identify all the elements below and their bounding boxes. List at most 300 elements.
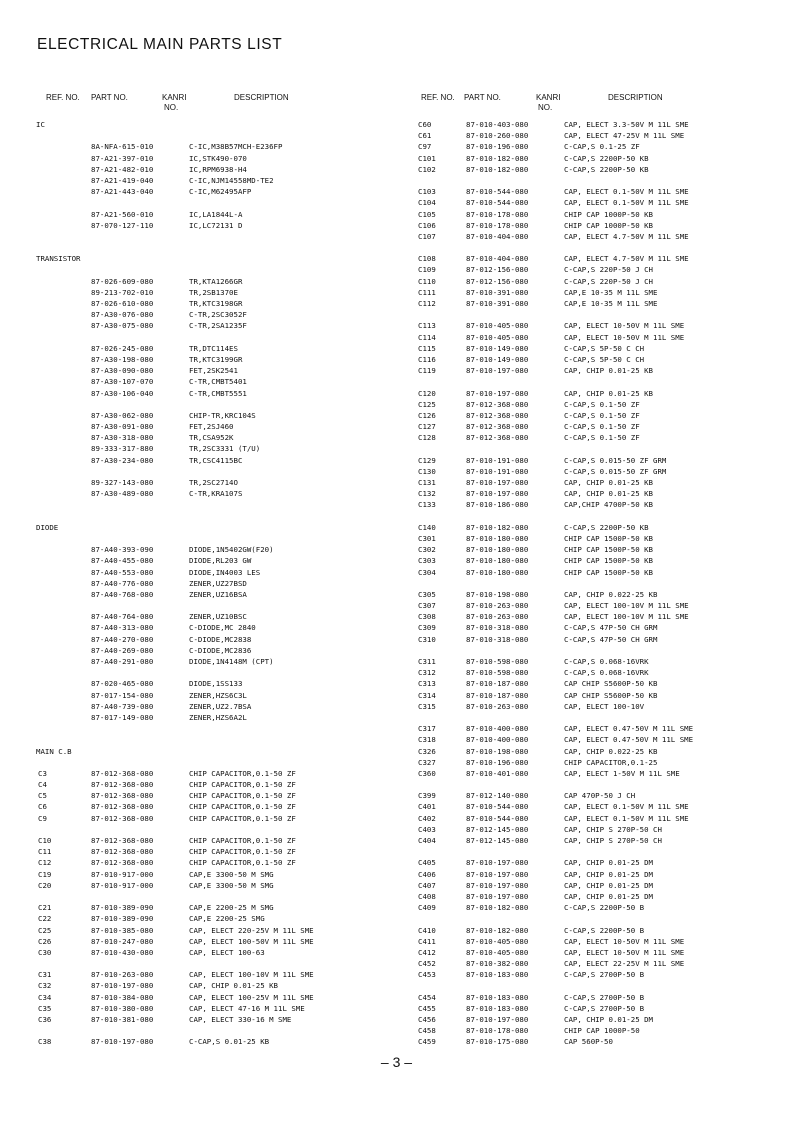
part-no: 87-A40-455-080	[91, 556, 154, 566]
table-row	[416, 746, 793, 757]
table-row	[36, 175, 416, 186]
part-no: 87-A30-076-080	[91, 310, 154, 320]
description: CAP, ELECT 47-16 M 11L SME	[189, 1003, 305, 1013]
description: CAP, ELECT 0.47-50V M 11L SME	[564, 724, 694, 734]
ref-no: C106	[418, 220, 436, 230]
row-spacer	[416, 779, 793, 790]
part-no: 87-010-263-080	[91, 970, 154, 980]
part-no: 87-010-263-080	[466, 612, 529, 622]
table-row	[416, 264, 793, 275]
ref-no: C104	[418, 198, 436, 208]
description: CAP, ELECT 47-25V M 11L SME	[564, 131, 685, 141]
row-spacer	[36, 466, 416, 477]
header-part-no: PART NO.	[464, 93, 501, 102]
description: IC,LA1844L-A	[189, 209, 243, 219]
table-row	[416, 869, 793, 880]
ref-no: C30	[38, 947, 52, 957]
description: C-CAP,S 2700P-50 B	[564, 992, 645, 1002]
description: CAP CHIP S5600P-50 KB	[564, 679, 658, 689]
part-no: 87-012-368-080	[91, 813, 154, 823]
description: CHIP CAPACITOR,0.1-50 ZF	[189, 780, 296, 790]
ref-no: C454	[418, 992, 436, 1002]
part-no: 87-A40-776-080	[91, 578, 154, 588]
description: CAP, CHIP 0.01-25 KB	[564, 478, 653, 487]
part-no: 87-010-196-080	[466, 757, 529, 767]
row-spacer	[36, 264, 416, 275]
table-row	[36, 880, 416, 891]
ref-no: C107	[418, 231, 436, 241]
part-no: 87-010-260-080	[466, 131, 529, 141]
table-row	[36, 354, 416, 365]
table-row	[416, 522, 793, 533]
table-row	[416, 186, 793, 197]
description: CAP, ELECT 100-50V M 11L SME	[189, 936, 314, 946]
ref-no: C113	[418, 321, 436, 331]
table-row	[36, 220, 416, 231]
table-row	[36, 287, 416, 298]
part-no: 87-026-609-080	[91, 276, 154, 286]
description: FET,2SJ460	[189, 422, 234, 432]
part-no: 87-010-180-080	[466, 545, 529, 555]
ref-no: C317	[418, 724, 436, 734]
right-rows	[416, 119, 793, 1048]
row-spacer	[36, 533, 416, 544]
table-row	[36, 947, 416, 958]
table-row	[416, 164, 793, 175]
ref-no: C5	[38, 791, 47, 801]
ref-no: C114	[418, 332, 436, 342]
table-row	[416, 813, 793, 824]
part-no: 87-010-381-080	[91, 1015, 154, 1024]
part-no: 87-012-145-080	[466, 836, 529, 845]
table-row	[416, 544, 793, 555]
part-no: 87-A21-419-040	[91, 175, 154, 185]
description: C-CAP,S 2200P-50 B	[564, 925, 645, 935]
description: C-IC,M38B57MCH-E236FP	[189, 142, 283, 152]
ref-no: C402	[418, 813, 436, 823]
ref-no: C36	[38, 1015, 52, 1024]
ref-no: C404	[418, 836, 436, 845]
description: CHIP CAPACITOR,0.1-50 ZF	[189, 858, 296, 868]
description: CHIP CAPACITOR,0.1-50 ZF	[189, 802, 296, 812]
ref-no: C327	[418, 757, 436, 767]
row-spacer	[416, 712, 793, 723]
description: CHIP CAP 1500P-50 KB	[564, 567, 653, 577]
part-no: 87-012-145-080	[466, 824, 529, 834]
description: CAP, ELECT 100-10V M 11L SME	[564, 601, 689, 611]
part-no: 87-010-183-080	[466, 1003, 529, 1013]
part-no: 87-010-187-080	[466, 690, 529, 700]
table-row	[416, 835, 793, 846]
ref-no: C101	[418, 153, 436, 163]
ref-no: C452	[418, 959, 436, 969]
ref-no: C458	[418, 1026, 436, 1036]
table-row	[36, 925, 416, 936]
part-no: 87-010-197-080	[466, 858, 529, 868]
description: CHIP CAPACITOR,0.1-50 ZF	[189, 768, 296, 778]
description: TR,2SC3331 (T/U)	[189, 444, 261, 454]
part-no: 87-010-191-080	[466, 466, 529, 476]
ref-no: C110	[418, 276, 436, 286]
row-spacer	[416, 175, 793, 186]
part-no: 87-A40-313-080	[91, 623, 154, 633]
part-no: 87-A30-489-080	[91, 489, 154, 499]
table-row	[36, 432, 416, 443]
part-no: 87-010-180-080	[466, 567, 529, 577]
table-row	[416, 947, 793, 958]
row-spacer	[36, 499, 416, 510]
table-row	[416, 734, 793, 745]
description: ZENER,HZS6C3L	[189, 690, 247, 700]
description: C-CAP,S 0.1-50 ZF	[564, 399, 640, 409]
description: ZENER,UZ27BSD	[189, 578, 247, 588]
table-row	[416, 499, 793, 510]
part-no: 87-010-180-080	[466, 556, 529, 566]
ref-no: C97	[418, 142, 432, 152]
ref-no: C131	[418, 478, 436, 487]
table-row	[36, 790, 416, 801]
part-no: 87-010-430-080	[91, 947, 154, 957]
part-no: 87-A30-091-080	[91, 422, 154, 432]
table-row	[36, 690, 416, 701]
description: CAP,E 3300-50 M SMG	[189, 869, 274, 879]
table-row	[36, 309, 416, 320]
table-row	[416, 567, 793, 578]
part-no: 87-010-263-080	[466, 701, 529, 711]
description: CAP,E 10-35 M 11L SME	[564, 299, 658, 308]
description: CAP, ELECT 10-50V M 11L SME	[564, 321, 685, 331]
description: CHIP-TR,KRC104S	[189, 410, 256, 420]
part-no: 87-A40-270-080	[91, 634, 154, 644]
part-no: 87-010-191-080	[466, 455, 529, 465]
description: C-CAP,S 0.1-50 ZF	[564, 422, 640, 432]
header-kanri-no: NO.	[538, 103, 553, 112]
part-no: 87-A21-397-010	[91, 153, 154, 163]
table-row	[36, 388, 416, 399]
table-row	[416, 1014, 793, 1025]
part-no: 87-010-405-080	[466, 947, 529, 957]
description: CHIP CAP 1000P-50 KB	[564, 220, 653, 230]
table-row	[36, 209, 416, 220]
description: C-CAP,S 0.015-50 ZF GRM	[564, 466, 667, 476]
part-no: 87-010-318-080	[466, 634, 529, 644]
table-row	[416, 220, 793, 231]
description: TR,KTA1266GR	[189, 276, 243, 286]
ref-no: C305	[418, 589, 436, 599]
ref-no: C310	[418, 634, 436, 644]
description: CAP, ELECT 22-25V M 11L SME	[564, 959, 685, 969]
table-row	[416, 555, 793, 566]
ref-no: C360	[418, 768, 436, 778]
row-spacer	[416, 443, 793, 454]
column-header	[416, 93, 793, 119]
table-row	[36, 678, 416, 689]
ref-no: C412	[418, 947, 436, 957]
part-no: 87-010-197-080	[91, 1037, 154, 1047]
ref-no: C111	[418, 287, 436, 297]
table-row	[36, 779, 416, 790]
ref-no: C103	[418, 187, 436, 197]
description: C-TR,2SA1235F	[189, 321, 247, 331]
table-row	[416, 141, 793, 152]
ref-no: C19	[38, 869, 52, 879]
ref-no: C128	[418, 433, 436, 443]
ref-no: C406	[418, 869, 436, 879]
table-row	[36, 992, 416, 1003]
description: CAP,E 2200-25 M SMG	[189, 903, 274, 913]
description: CAP, CHIP 0.01-25 KB	[189, 981, 278, 991]
table-row	[416, 589, 793, 600]
row-spacer	[36, 332, 416, 343]
row-spacer	[416, 846, 793, 857]
description: FET,2SK2541	[189, 366, 238, 376]
table-row	[416, 600, 793, 611]
description: C-CAP,S 0.1-50 ZF	[564, 433, 640, 443]
description: C-CAP,S 47P-50 CH GRM	[564, 623, 658, 633]
page-number: – 3 –	[380, 1054, 413, 1070]
table-row	[36, 276, 416, 287]
table-row	[36, 1036, 416, 1047]
description: C-CAP,S 2700P-50 B	[564, 1003, 645, 1013]
part-no: 89-213-702-010	[91, 287, 154, 297]
description: C-CAP,S 2200P-50 B	[564, 903, 645, 913]
description: C-DIODE,MC2838	[189, 634, 252, 644]
row-spacer	[36, 757, 416, 768]
description: CAP, ELECT 220-25V M 11L SME	[189, 925, 314, 935]
row-spacer	[36, 667, 416, 678]
ref-no: C399	[418, 791, 436, 801]
description: DIODE,1N5402GW(F20)	[189, 545, 274, 555]
row-spacer	[36, 1025, 416, 1036]
description: C-CAP,S 2200P-50 KB	[564, 522, 649, 532]
table-row	[416, 958, 793, 969]
table-row	[416, 992, 793, 1003]
table-row	[36, 1014, 416, 1025]
description: C-CAP,S 5P-50 C CH	[564, 354, 645, 364]
description: C-CAP,S 0.1-50 ZF	[564, 410, 640, 420]
header-kanri	[162, 93, 186, 113]
table-row	[416, 701, 793, 712]
ref-no: C26	[38, 936, 52, 946]
ref-no: C115	[418, 343, 436, 353]
ref-no: C304	[418, 567, 436, 577]
description: CAP, CHIP 0.01-25 DM	[564, 880, 653, 890]
part-no: 87-010-544-080	[466, 198, 529, 208]
part-no: 87-A21-482-010	[91, 164, 154, 174]
table-row	[36, 343, 416, 354]
part-no: 87-A40-764-080	[91, 612, 154, 622]
table-row	[416, 667, 793, 678]
part-no: 87-A30-106-040	[91, 388, 154, 398]
description: C-TR,CMBT5401	[189, 377, 247, 387]
table-row	[416, 768, 793, 779]
table-row	[416, 902, 793, 913]
description: TR,DTC114ES	[189, 343, 238, 353]
part-no: 87-026-610-080	[91, 299, 154, 308]
part-no: 87-010-198-080	[466, 589, 529, 599]
description: TR,CSC4115BC	[189, 455, 243, 465]
table-row	[416, 936, 793, 947]
description: CHIP CAPACITOR,0.1-50 ZF	[189, 847, 296, 857]
part-no: 87-012-368-080	[91, 858, 154, 868]
row-spacer	[416, 578, 793, 589]
part-no: 87-010-178-080	[466, 1026, 529, 1036]
ref-no: C20	[38, 880, 52, 890]
table-row	[416, 925, 793, 936]
ref-no: C130	[418, 466, 436, 476]
description: CAP, ELECT 10-50V M 11L SME	[564, 947, 685, 957]
part-no: 87-010-197-080	[466, 366, 529, 376]
part-no: 87-012-368-080	[466, 433, 529, 443]
ref-no: C35	[38, 1003, 52, 1013]
part-no: 87-010-198-080	[466, 746, 529, 756]
row-spacer	[36, 600, 416, 611]
ref-no: C31	[38, 970, 52, 980]
table-row	[416, 343, 793, 354]
table-row	[416, 421, 793, 432]
part-no: 87-010-403-080	[466, 120, 529, 129]
part-no: 87-A40-768-080	[91, 589, 154, 599]
part-no: 87-010-182-080	[466, 925, 529, 935]
ref-no: C61	[418, 131, 432, 141]
description: DIODE,IN4003 LES	[189, 567, 261, 577]
ref-no: C12	[38, 858, 52, 868]
part-no: 87-010-182-080	[466, 522, 529, 532]
part-no: 87-A30-318-080	[91, 433, 154, 443]
table-row	[416, 410, 793, 421]
table-row	[36, 835, 416, 846]
description: CAP, CHIP 0.01-25 KB	[564, 388, 653, 398]
header-kanri-label: KANRI	[162, 93, 187, 102]
ref-no: C60	[418, 120, 432, 129]
ref-no: C455	[418, 1003, 436, 1013]
header-description: DESCRIPTION	[234, 93, 289, 102]
description: CAP, ELECT 0.1-50V M 11L SME	[564, 813, 689, 823]
part-no: 87-010-182-080	[466, 903, 529, 913]
part-no: 87-010-384-080	[91, 992, 154, 1002]
section-heading: DIODE	[36, 522, 59, 532]
header-kanri-label: KANRI	[536, 93, 561, 102]
ref-no: C25	[38, 925, 52, 935]
part-no: 87-A40-739-080	[91, 701, 154, 711]
table-row	[36, 421, 416, 432]
table-row	[416, 723, 793, 734]
section-heading: TRANSISTOR	[36, 254, 81, 264]
description: C-CAP,S 2700P-50 B	[564, 970, 645, 980]
part-no: 87-017-149-080	[91, 712, 154, 722]
description: DIODE,1N4148M (CPT)	[189, 657, 274, 666]
part-no: 87-010-405-080	[466, 936, 529, 946]
part-no: 87-012-368-080	[91, 836, 154, 845]
ref-no: C409	[418, 903, 436, 913]
description: CAP,CHIP 4700P-50 KB	[564, 500, 653, 510]
table-row	[416, 634, 793, 645]
description: CAP, CHIP 0.022-25 KB	[564, 589, 658, 599]
description: CHIP CAP 1500P-50 KB	[564, 556, 653, 566]
part-no: 87-A40-553-080	[91, 567, 154, 577]
row-spacer	[36, 891, 416, 902]
description: CAP, ELECT 0.1-50V M 11L SME	[564, 187, 689, 197]
header-ref-no: REF. NO.	[421, 93, 455, 102]
table-row	[36, 544, 416, 555]
description: C-TR,2SC3052F	[189, 310, 247, 320]
part-no: 87-010-401-080	[466, 768, 529, 778]
row-spacer	[36, 130, 416, 141]
table-row	[416, 365, 793, 376]
part-no: 87-010-247-080	[91, 936, 154, 946]
row-spacer	[416, 913, 793, 924]
table-row	[36, 153, 416, 164]
ref-no: C411	[418, 936, 436, 946]
table-row	[36, 410, 416, 421]
part-no: 87-010-389-090	[91, 914, 154, 924]
part-no: 87-010-263-080	[466, 601, 529, 611]
description: ZENER,UZ10BSC	[189, 612, 247, 622]
ref-no: C108	[418, 254, 436, 264]
ref-no: C314	[418, 690, 436, 700]
part-no: 87-010-178-080	[466, 209, 529, 219]
table-row	[36, 701, 416, 712]
description: C-CAP,S 0.068-16VRK	[564, 657, 649, 666]
description: CAP, ELECT 0.1-50V M 11L SME	[564, 802, 689, 812]
table-row	[416, 130, 793, 141]
ref-no: C453	[418, 970, 436, 980]
part-no: 87-010-598-080	[466, 668, 529, 678]
part-no: 87-010-197-080	[466, 869, 529, 879]
description: C-CAP,S 0.01-25 KB	[189, 1037, 270, 1047]
part-no: 87-010-405-080	[466, 321, 529, 331]
row-spacer	[36, 824, 416, 835]
part-no: 87-012-368-080	[91, 802, 154, 812]
row-spacer	[416, 242, 793, 253]
table-row	[416, 231, 793, 242]
ref-no: C6	[38, 802, 47, 812]
ref-no: C38	[38, 1037, 52, 1047]
description: C-CAP,S 0.1-25 ZF	[564, 142, 640, 152]
description: CAP, ELECT 100-10V M 11L SME	[564, 612, 689, 622]
table-row	[36, 622, 416, 633]
description: ZENER,UZ16BSA	[189, 589, 247, 599]
description: TR,CSA952K	[189, 433, 234, 443]
part-no: 87-020-465-080	[91, 679, 154, 689]
ref-no: C309	[418, 623, 436, 633]
row-spacer	[36, 734, 416, 745]
row-spacer	[36, 399, 416, 410]
ref-no: C312	[418, 668, 436, 678]
table-row	[36, 611, 416, 622]
ref-no: C22	[38, 914, 52, 924]
description: C-CAP,S 0.068-16VRK	[564, 668, 649, 678]
description: CAP, CHIP 0.01-25 DM	[564, 891, 653, 901]
description: C-CAP,S 220P-50 J CH	[564, 276, 653, 286]
right-column	[416, 93, 793, 1048]
part-no: 87-010-197-080	[466, 388, 529, 398]
section-heading: MAIN C.B	[36, 746, 72, 756]
description: C-DIODE,MC2836	[189, 645, 252, 655]
row-spacer	[416, 645, 793, 656]
page-title: ELECTRICAL MAIN PARTS LIST	[37, 36, 283, 53]
table-row	[36, 443, 416, 454]
description: CAP,E 3300-50 M SMG	[189, 880, 274, 890]
part-no: 87-010-197-080	[466, 478, 529, 487]
description: C-IC,NJM14558MD-TE2	[189, 175, 274, 185]
description: IC,STK490-070	[189, 153, 247, 163]
part-no: 87-010-385-080	[91, 925, 154, 935]
part-no: 87-A30-198-080	[91, 354, 154, 364]
description: CAP, ELECT 1-50V M 11L SME	[564, 768, 680, 778]
table-row	[416, 880, 793, 891]
part-no: 87-A21-443-040	[91, 187, 154, 197]
